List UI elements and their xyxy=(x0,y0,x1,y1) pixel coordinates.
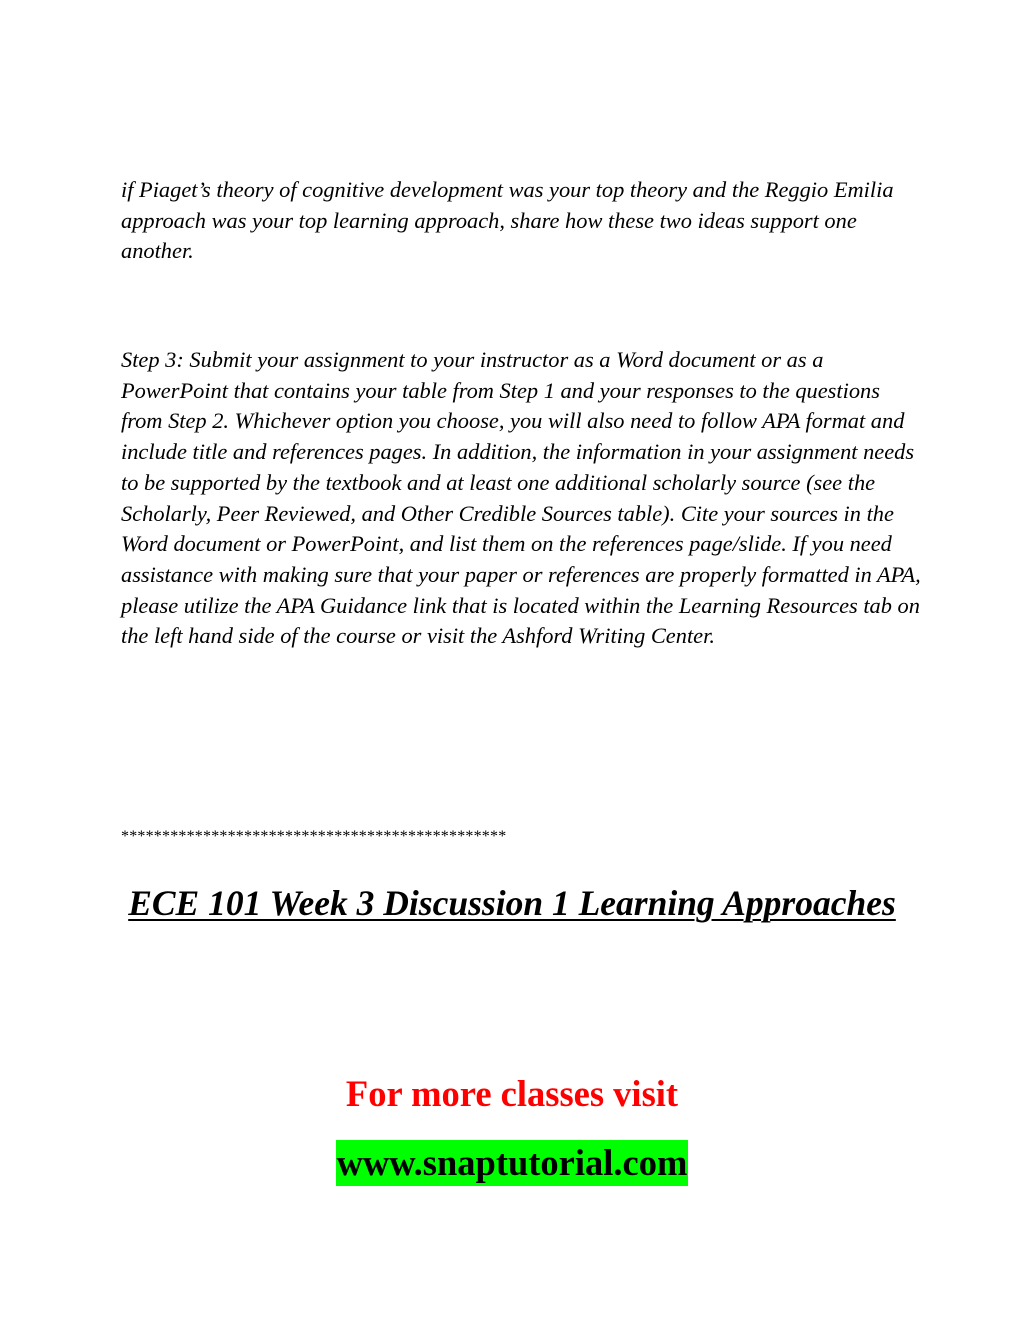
promo-url-link[interactable]: www.snaptutorial.com xyxy=(336,1140,689,1186)
paragraph-step-3: Step 3: Submit your assignment to your instructor as a Word document or as a PowerPoint that contains your table from Step 1 and your responses to the questions from Step 2. Whichever option you choose, you will also need to follow APA format and include title and references pages. In addition, the information in your assignment needs to be supported by the textbook and at least one additional scholarly source (see the Scholarly, Peer Reviewed, and Other Credible Sources table). Cite your sources in the Word document or PowerPoint, and list them on the references page/slide. If you need assistance with making sure that your paper or references are properly formatted in APA, please utilize the APA Guidance link that is located within the Learning Resources tab on the left hand side of the course or visit the Ashford Writing Center. xyxy=(121,347,921,649)
paragraph-piaget-reggio: if Piaget’s theory of cognitive development was your top theory and the Reggio Emilia approach was your top learning approach, share how these two ideas support one another. xyxy=(121,177,894,264)
promo-url-line xyxy=(112,1140,912,1186)
asterisk-separator: *********************************************** xyxy=(121,828,507,845)
course-heading: ECE 101 Week 3 Discussion 1 Learning Approaches xyxy=(128,883,896,923)
promo-text: For more classes visit xyxy=(345,1073,679,1114)
